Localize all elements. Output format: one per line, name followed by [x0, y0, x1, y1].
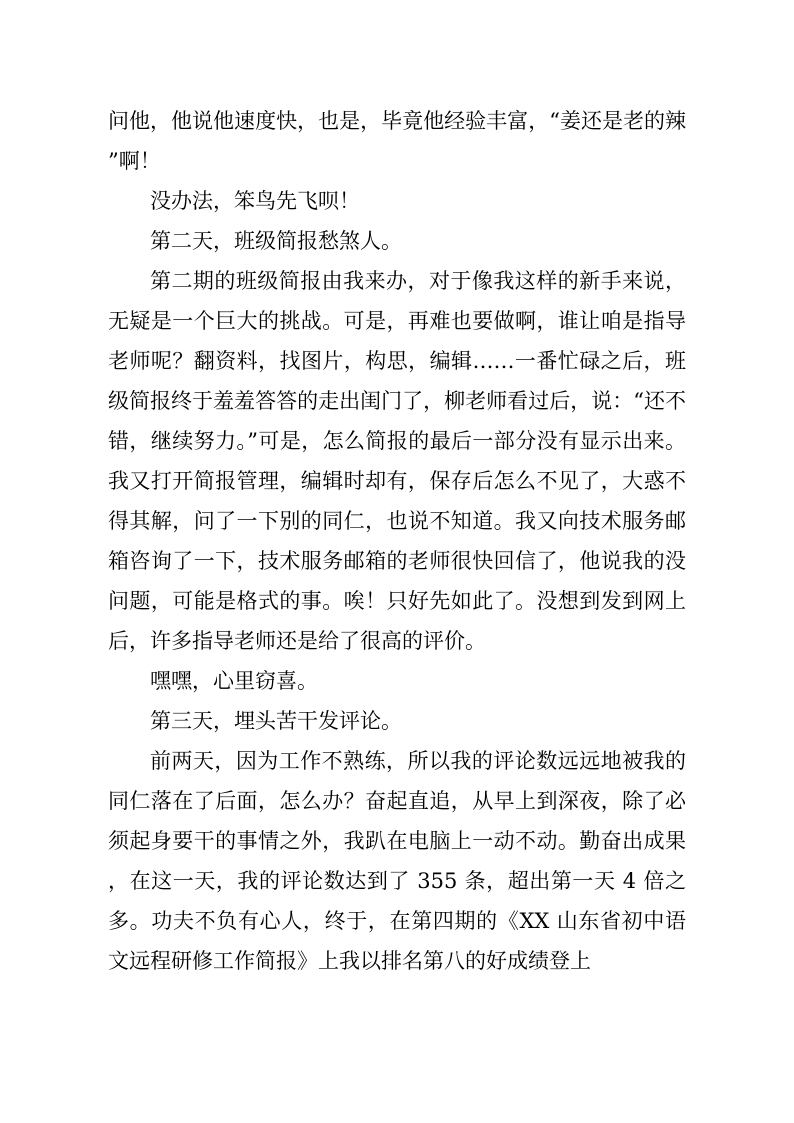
paragraph-3: 第二天，班级简报愁煞人。: [150, 229, 402, 253]
paragraph-6: 第三天，埋头苦干发评论。: [150, 709, 402, 733]
paragraph-5: 嘿嘿，心里窃喜。: [150, 669, 318, 693]
paragraph-4: 第二期的班级简报由我来办，对于像我这样的新手来说，无疑是一个巨大的挑战。可是，再难也要做啊，谁让咱是指导老师呢？翻资料，找图片，构思，编辑……一番忙碌之后，班级简报终于羞羞答答的走出闺门了，柳老师看过后，说：“还不错，继续努力。”可是，怎么简报的最后一部分没有显示出来。我又打开简报管理，编辑时却有，保存后怎么不见了，大惑不得其解，问了一下别的同仁，也说不知道。我又向技术服务邮箱咨询了一下，技术服务邮箱的老师很快回信了，他说我的没问题，可能是格式的事。唉！只好先如此了。没想到发到网上后，许多指导老师还是给了很高的评价。: [108, 269, 686, 653]
paragraph-7: 前两天，因为工作不熟练，所以我的评论数远远地被我的同仁落在了后面，怎么办？奋起直追，从早上到深夜，除了必须起身要干的事情之外，我趴在电脑上一动不动。勤奋出成果，在这一天，我的评论数达到了 355 条，超出第一天 4 倍之多。功夫不负有心人，终于，在第四期的《XX 山东省初中语文远程研修工作简报》上我以排名第八的好成绩登上: [108, 749, 686, 973]
paragraph-2: 没办法，笨鸟先飞呗！: [150, 189, 360, 213]
paragraph-1: 问他，他说他速度快，也是，毕竟他经验丰富，“姜还是老的辣”啊！: [108, 109, 686, 173]
document-page: [108, 101, 686, 981]
